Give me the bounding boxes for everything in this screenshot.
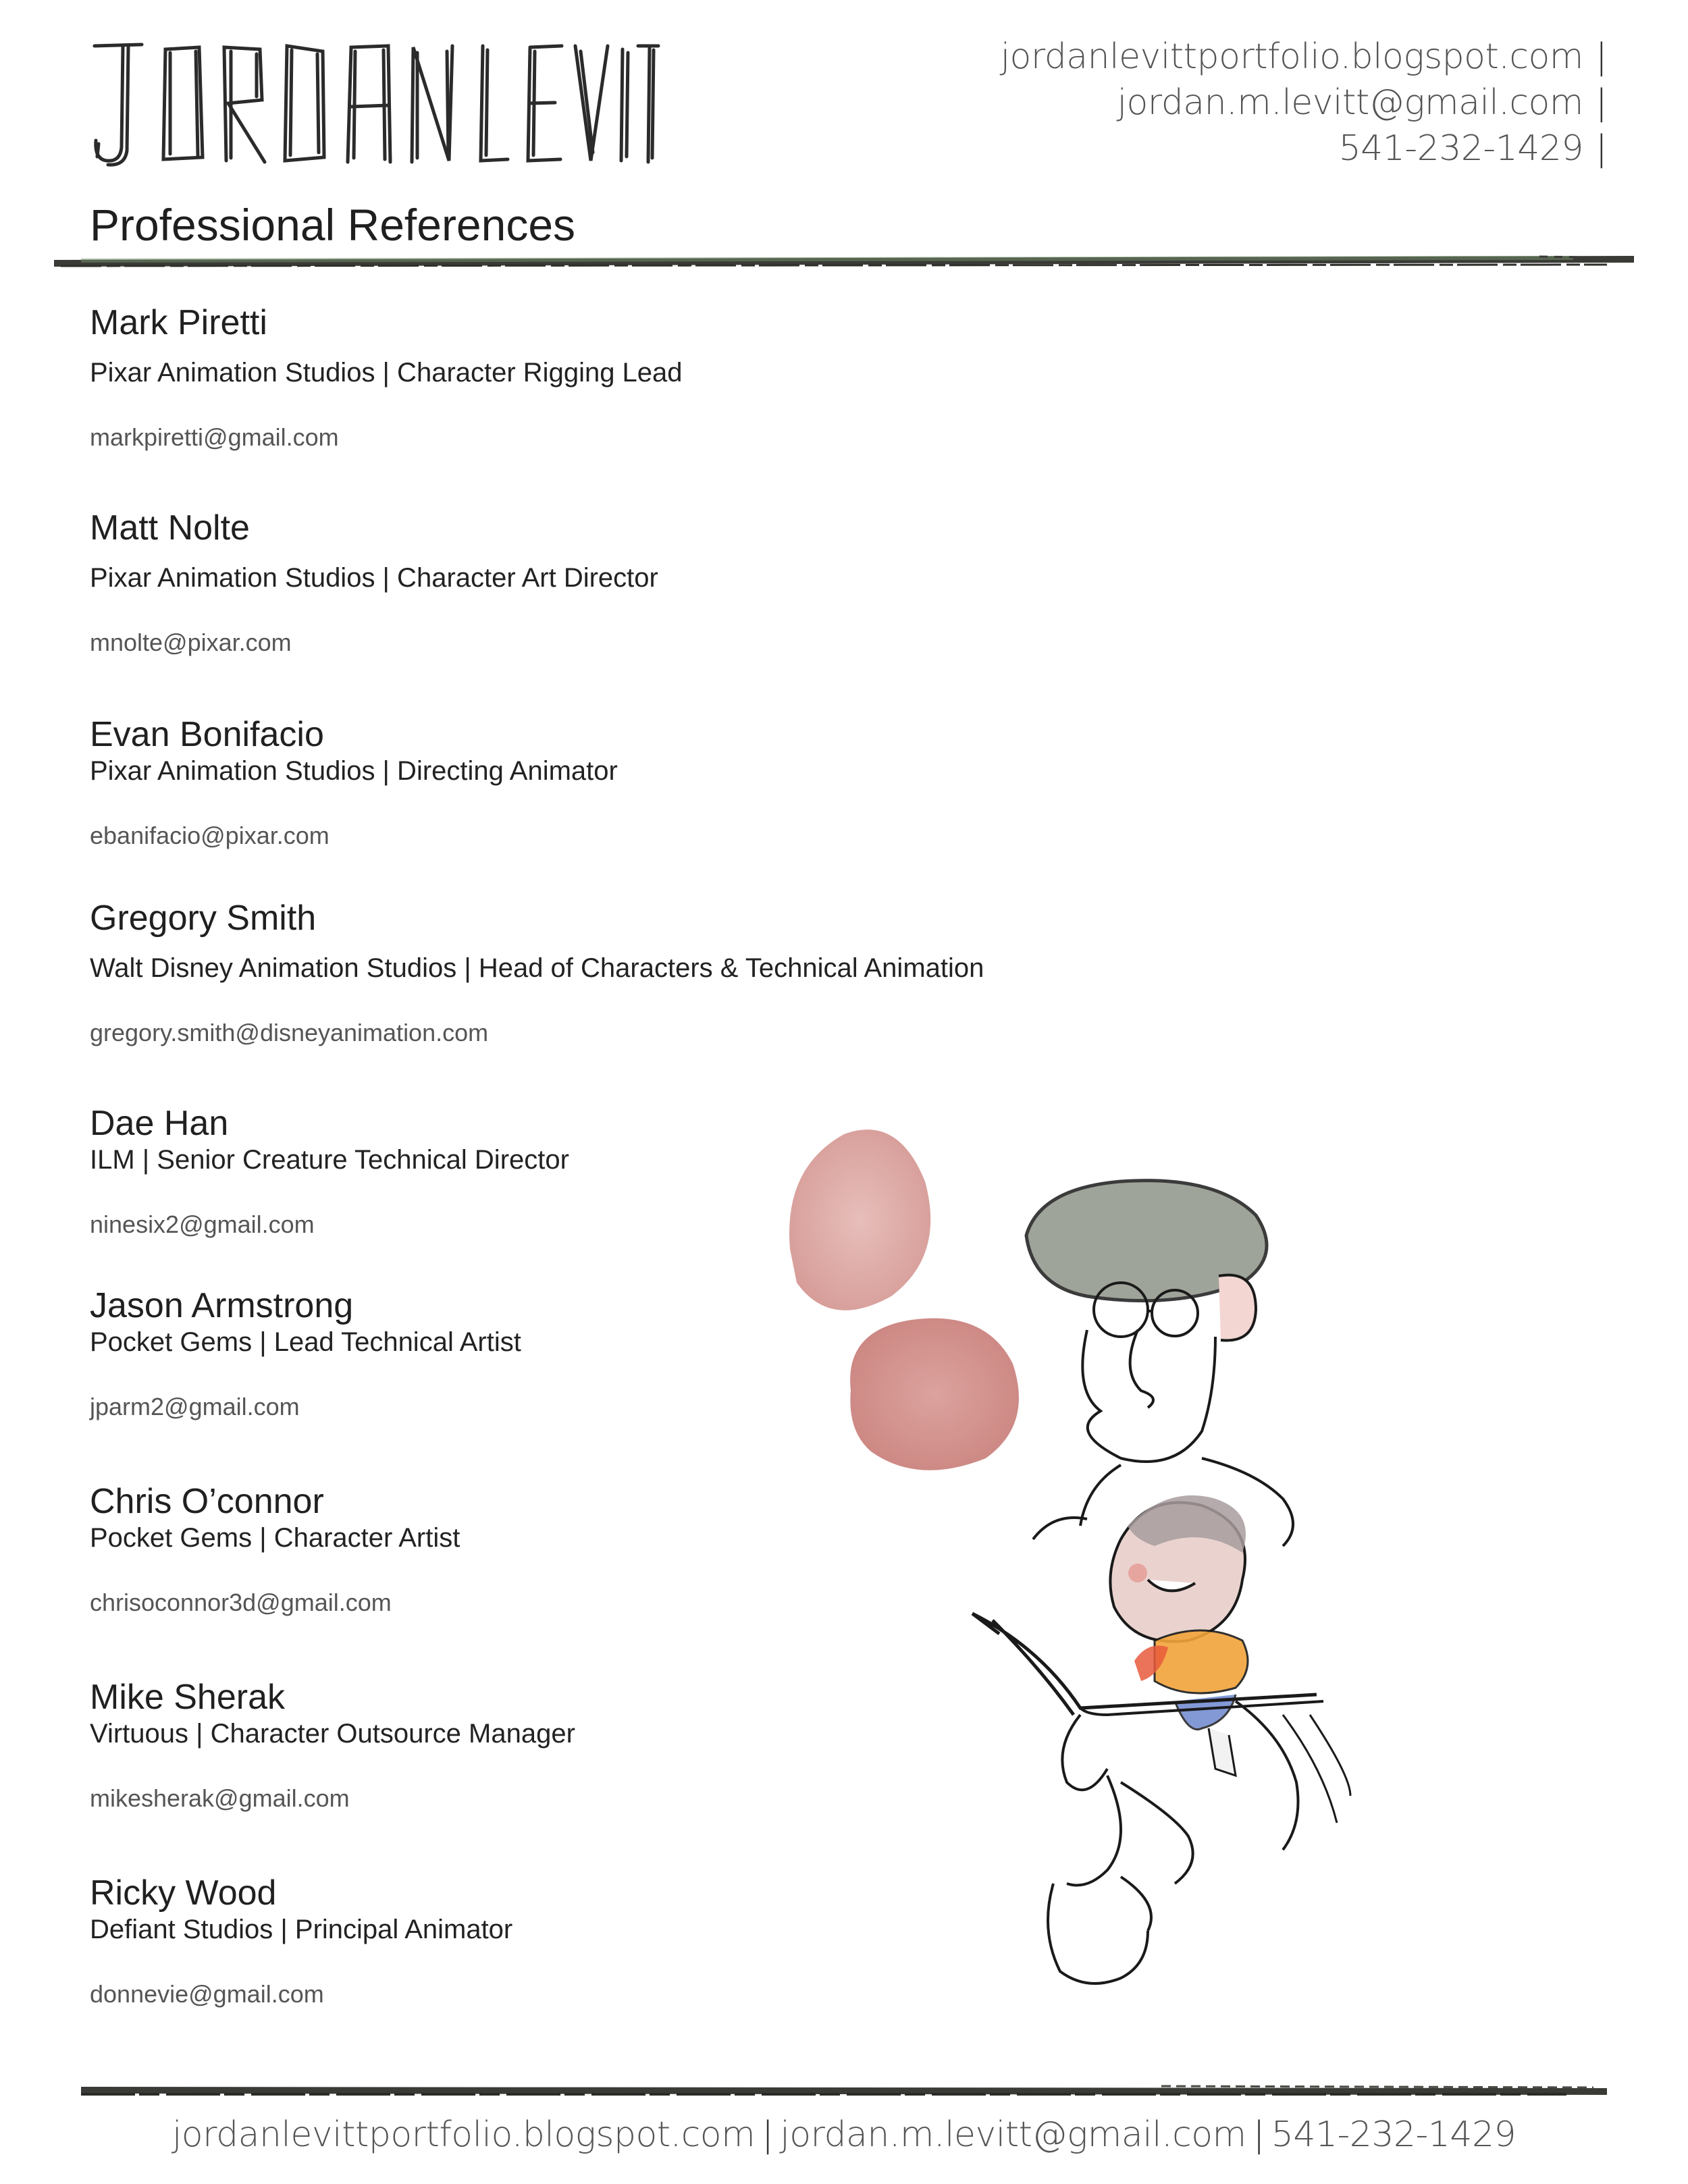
reference-entry [90, 1873, 512, 2009]
header-phone: 541-232-1429 [1338, 128, 1583, 169]
header-contact [1001, 34, 1607, 171]
reference-email[interactable]: mnolte@pixar.com [90, 629, 292, 656]
reference-role: Walt Disney Animation Studios | Head of Characters & Technical Animation [90, 953, 984, 983]
footer-website[interactable]: jordanlevittportfolio.blogspot.com [172, 2114, 756, 2155]
header-website[interactable]: jordanlevittportfolio.blogspot.com [1000, 36, 1583, 77]
header-phone-line [1001, 126, 1607, 171]
header-email-line [1001, 80, 1607, 126]
reference-email[interactable]: ebanifacio@pixar.com [90, 822, 329, 849]
watercolor-blot [850, 1319, 1019, 1470]
header-separator: | [1595, 128, 1607, 169]
reference-entry [90, 1285, 521, 1422]
footer-separator: | [1252, 2114, 1265, 2155]
reference-name: Mark Piretti [90, 303, 267, 342]
brush-divider-top [54, 250, 1634, 273]
reference-entry [90, 302, 683, 452]
character-sketch-illustration [770, 1107, 1445, 1998]
reference-role: Pixar Animation Studios | Directing Animator [90, 756, 618, 786]
reference-role: Defiant Studios | Principal Animator [90, 1915, 513, 1944]
reference-email[interactable]: chrisoconnor3d@gmail.com [90, 1589, 392, 1616]
header-separator: | [1595, 82, 1607, 123]
reference-entry [90, 898, 984, 1048]
reference-name: Evan Bonifacio [90, 715, 324, 754]
reference-email[interactable]: mikesherak@gmail.com [90, 1784, 350, 1812]
reference-name: Dae Han [90, 1104, 229, 1143]
footer-email[interactable]: jordan.m.levitt@gmail.com [780, 2114, 1246, 2155]
reference-email[interactable]: jparm2@gmail.com [90, 1393, 300, 1420]
reference-role: Pixar Animation Studios | Character Rigging Lead [90, 358, 683, 388]
reference-name: Matt Nolte [90, 508, 250, 548]
header-separator: | [1595, 36, 1607, 77]
reference-role: Pocket Gems | Lead Technical Artist [90, 1327, 521, 1357]
reference-role: Virtuous | Character Outsource Manager [90, 1719, 575, 1749]
header-website-line [1001, 34, 1607, 80]
footer-contact [0, 2113, 1688, 2156]
brush-divider-bottom [81, 2079, 1607, 2102]
reference-name: Chris O’connor [90, 1482, 324, 1521]
reference-email[interactable]: donnevie@gmail.com [90, 1980, 324, 2008]
page-title: Professional References [90, 200, 576, 250]
reference-entry [90, 714, 618, 851]
header-email[interactable]: jordan.m.levitt@gmail.com [1117, 82, 1583, 123]
reference-entry [90, 1677, 575, 1813]
watercolor-blot [789, 1129, 930, 1310]
footer-separator: | [762, 2114, 774, 2155]
reference-name: Ricky Wood [90, 1873, 277, 1913]
reference-email[interactable]: gregory.smith@disneyanimation.com [90, 1019, 489, 1046]
reference-role: Pixar Animation Studios | Character Art Director [90, 563, 658, 593]
reference-email[interactable]: markpiretti@gmail.com [90, 423, 339, 451]
footer-phone: 541-232-1429 [1271, 2114, 1516, 2155]
reference-role: Pocket Gems | Character Artist [90, 1523, 460, 1553]
reference-email[interactable]: ninesix2@gmail.com [90, 1210, 315, 1238]
reference-name: Mike Sherak [90, 1678, 285, 1717]
reference-entry [90, 508, 658, 658]
reference-entry [90, 1103, 569, 1240]
reference-entry [90, 1481, 460, 1618]
reference-name: Gregory Smith [90, 899, 317, 938]
reference-name: Jason Armstrong [90, 1286, 354, 1325]
logo-jordan-levitt [88, 32, 662, 174]
reference-role: ILM | Senior Creature Technical Director [90, 1145, 569, 1175]
